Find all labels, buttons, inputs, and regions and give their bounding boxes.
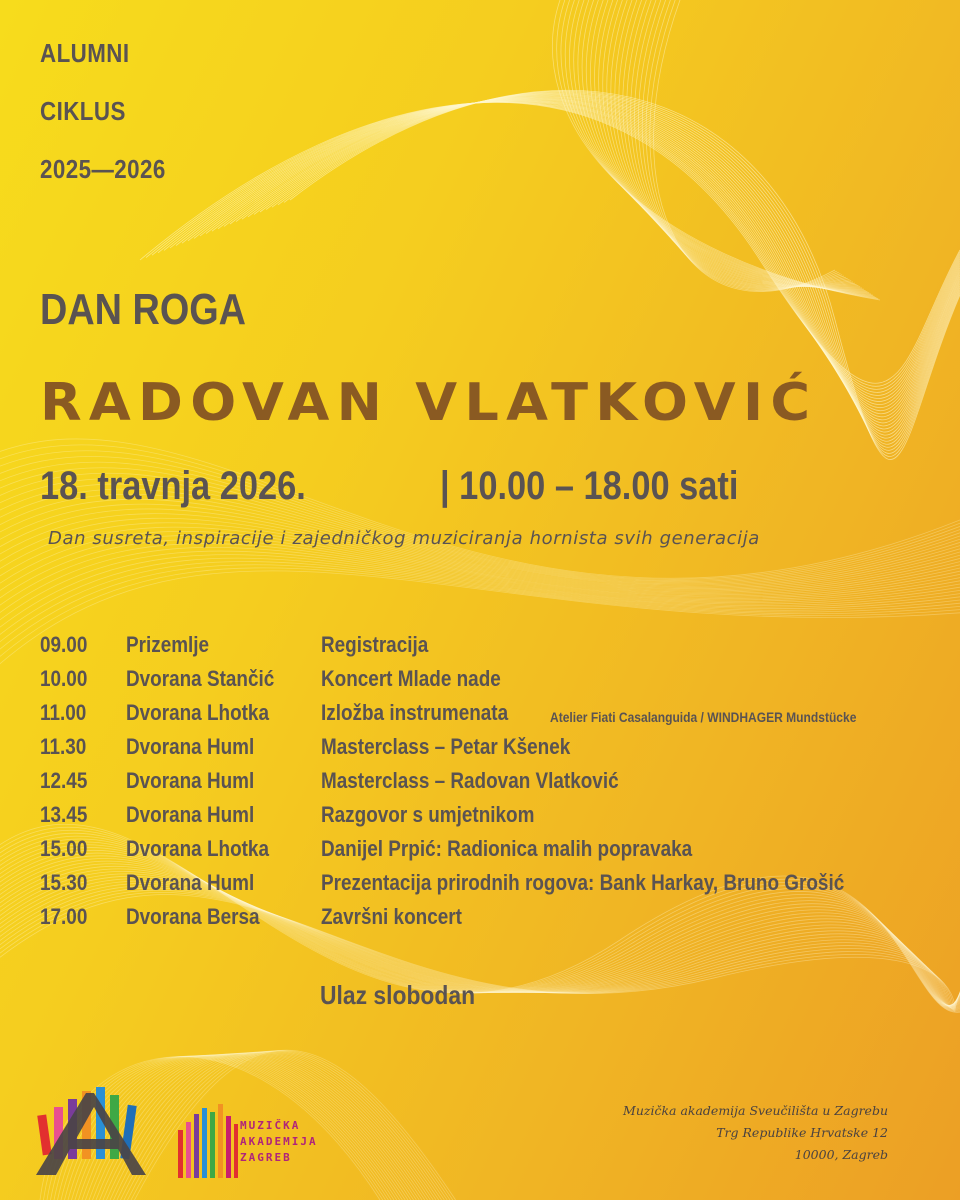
schedule-event: Masterclass – Petar Kšenek xyxy=(321,734,571,759)
schedule-venue: Prizemlje xyxy=(126,632,210,657)
address-line-3: 10000, Zagreb xyxy=(794,1147,888,1162)
schedule-row xyxy=(40,698,940,732)
schedule-event: Završni koncert xyxy=(321,904,462,929)
series-label xyxy=(40,38,186,212)
schedule-event: Danijel Prpić: Radionica malih popravaka xyxy=(321,836,693,861)
tagline: Dan susreta, inspiracije i zajedničkog muziciranja hornista svih generacija xyxy=(48,528,760,549)
schedule-row xyxy=(40,834,940,868)
schedule-event: Koncert Mlade nade xyxy=(321,666,501,691)
event-time: | 10.00 – 18.00 sati xyxy=(440,464,739,508)
schedule-time: 11.30 xyxy=(40,734,87,759)
schedule-time: 11.00 xyxy=(40,700,87,725)
schedule-event: Masterclass – Radovan Vlatković xyxy=(321,768,619,793)
schedule-event: Registracija xyxy=(321,632,429,657)
schedule-venue: Dvorana Huml xyxy=(126,768,255,793)
schedule-time: 10.00 xyxy=(40,666,88,691)
academy-logo-line-2: AKADEMIJA xyxy=(240,1135,318,1148)
schedule-row xyxy=(40,902,940,936)
schedule-time: 15.00 xyxy=(40,836,88,861)
schedule-venue: Dvorana Stančić xyxy=(126,666,275,691)
schedule-row xyxy=(40,800,940,834)
alumni-a-logo xyxy=(28,1085,158,1180)
artist-name: RADOVAN VLATKOVIĆ xyxy=(40,373,818,433)
schedule-time: 12.45 xyxy=(40,768,88,793)
entry-note: Ulaz slobodan xyxy=(320,980,476,1010)
schedule-note: Atelier Fiati Casalanguida / WINDHAGER Mundstücke xyxy=(550,709,857,725)
schedule-venue: Dvorana Huml xyxy=(126,802,255,827)
academy-logo-line-3: ZAGREB xyxy=(240,1151,292,1164)
event-date: 18. travnja 2026. xyxy=(40,464,306,508)
schedule-venue: Dvorana Huml xyxy=(126,734,255,759)
schedule-time: 15.30 xyxy=(40,870,88,895)
academy-logo-line-1: MUZIČKA xyxy=(240,1119,301,1132)
schedule-row xyxy=(40,664,940,698)
schedule-row xyxy=(40,630,940,664)
schedule-row xyxy=(40,732,940,766)
schedule-time: 13.45 xyxy=(40,802,88,827)
schedule-venue: Dvorana Lhotka xyxy=(126,836,269,861)
schedule-venue: Dvorana Bersa xyxy=(126,904,260,929)
schedule-list xyxy=(40,630,940,936)
schedule-event: Izložba instrumenata xyxy=(321,700,509,725)
schedule-row xyxy=(40,766,940,800)
series-line-1: ALUMNI xyxy=(40,38,130,68)
series-line-3: 2025—2026 xyxy=(40,154,166,184)
schedule-venue: Dvorana Huml xyxy=(126,870,255,895)
schedule-event: Prezentacija prirodnih rogova: Bank Harkay, Bruno Grošić xyxy=(321,870,845,895)
address-block xyxy=(623,1100,888,1166)
academy-bars-icon xyxy=(176,1100,238,1180)
schedule-time: 17.00 xyxy=(40,904,88,929)
schedule-time: 09.00 xyxy=(40,632,88,657)
address-line-1: Muzička akademija Sveučilišta u Zagrebu xyxy=(623,1103,888,1118)
series-line-2: CIKLUS xyxy=(40,96,126,126)
schedule-venue: Dvorana Lhotka xyxy=(126,700,269,725)
event-title: DAN ROGA xyxy=(40,285,247,334)
schedule-event: Razgovor s umjetnikom xyxy=(321,802,535,827)
address-line-2: Trg Republike Hrvatske 12 xyxy=(716,1125,888,1140)
schedule-row xyxy=(40,868,940,902)
